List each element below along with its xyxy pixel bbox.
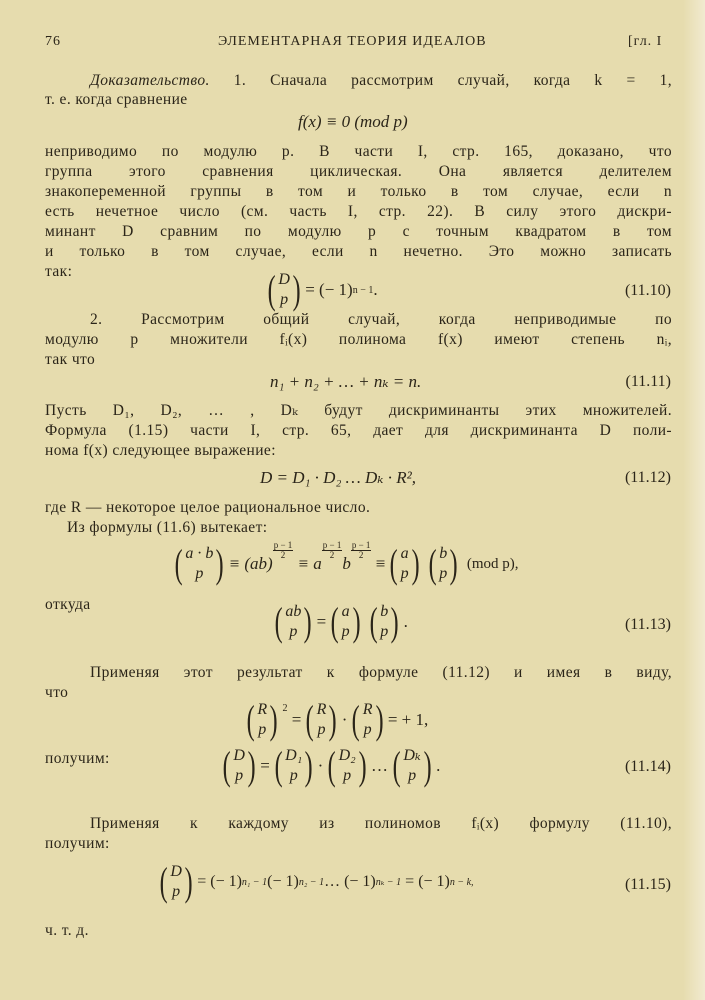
- parenthesis: (: [246, 697, 255, 742]
- text-line: Применяя к каждому из полиномов fᵢ(x) формулу (11.10),: [90, 815, 672, 832]
- equation-number: (11.10): [624, 282, 671, 299]
- math-part: [244, 697, 280, 742]
- math-part: p: [289, 767, 298, 784]
- formula-11-11: [270, 372, 421, 392]
- math-part: D: [170, 863, 182, 880]
- math-part: p − 1: [351, 539, 371, 550]
- text-line: есть нечетное число (см. часть I, стр. 22). В силу этого дискри-: [45, 203, 672, 220]
- math-part: [328, 599, 363, 644]
- math-part: D₁: [285, 747, 303, 764]
- parenthesis: (: [174, 541, 183, 586]
- formula-product: [170, 539, 519, 586]
- page-number: 76: [45, 34, 61, 49]
- parenthesis: (: [392, 743, 401, 788]
- parenthesis: ): [411, 541, 420, 586]
- text-line: получим:: [45, 750, 110, 767]
- math-part: …: [371, 756, 389, 775]
- formula: [298, 112, 408, 132]
- math-part: .: [373, 280, 378, 299]
- math-part: = (− 1): [405, 873, 450, 890]
- text-line: группа этого сравнения циклическая. Она является делителем: [45, 163, 672, 180]
- formula-11-14: [218, 743, 441, 788]
- text: 1. Сначала рассмотрим случай, когда k = 1,: [233, 72, 672, 89]
- formula-11-13: [270, 599, 408, 644]
- equation-number: (11.13): [624, 616, 671, 633]
- math-part: = (− 1): [197, 873, 242, 890]
- parenthesis: (: [428, 541, 437, 586]
- legendre-symbol: [265, 267, 303, 312]
- math-part: ·: [317, 756, 324, 775]
- parenthesis: ): [303, 599, 312, 644]
- text-line: и только в том случае, если n нечетно. Это можно записать: [45, 243, 672, 260]
- parenthesis: ): [329, 697, 338, 742]
- qed-text: ч. т. д.: [45, 922, 89, 939]
- math-part: [157, 859, 195, 904]
- page-edge: [683, 0, 705, 1000]
- text-line: модулю p множители fᵢ(x) полинома f(x) имеют степень nᵢ,: [45, 331, 672, 348]
- parenthesis: (: [267, 267, 276, 312]
- math-part: [233, 746, 245, 786]
- math-part: p: [289, 623, 298, 640]
- math-part: [272, 599, 315, 644]
- text-line: знакопеременной группы в том и только в том случае, если n: [45, 183, 672, 200]
- formula-11-12: [260, 468, 416, 488]
- math-part: ab: [285, 603, 302, 620]
- math-part: [363, 700, 373, 740]
- math-part: [401, 544, 409, 584]
- math-part: .: [403, 612, 408, 631]
- math-part: [426, 541, 461, 586]
- parenthesis: (: [222, 743, 231, 788]
- math-part: a: [400, 545, 409, 562]
- math-part: [351, 541, 372, 560]
- parenthesis: (: [159, 859, 168, 904]
- math-part: p − 1: [322, 539, 342, 550]
- math-part: [285, 746, 302, 786]
- math-part: .: [436, 756, 441, 775]
- math-part: [387, 541, 422, 586]
- formula-11-15: [155, 859, 474, 904]
- parenthesis: (: [330, 599, 339, 644]
- math-part: n − k,: [449, 876, 474, 888]
- math-part: [278, 270, 290, 310]
- parenthesis: ): [390, 599, 399, 644]
- parenthesis: ): [247, 743, 256, 788]
- parenthesis: (: [327, 743, 336, 788]
- math-part: =: [291, 710, 302, 729]
- math-part: 2: [280, 549, 286, 560]
- formula-text: f(x) ≡ 0 (mod p): [298, 112, 408, 131]
- parenthesis: ): [352, 599, 361, 644]
- parenthesis: (: [352, 697, 361, 742]
- parenthesis: ): [292, 267, 301, 312]
- chapter-label: [гл. I: [628, 34, 663, 49]
- math-part: a · b: [185, 545, 214, 562]
- math-part: (mod p),: [466, 555, 519, 572]
- parenthesis: ): [375, 697, 384, 742]
- math-part: n − 1: [352, 284, 374, 296]
- text-line: т. е. когда сравнение: [45, 91, 188, 108]
- math-part: [380, 602, 388, 642]
- math-part: p − 1: [273, 539, 293, 550]
- math-part: p: [341, 623, 350, 640]
- parenthesis: ): [449, 541, 458, 586]
- text-line: Пусть D₁, D₂, … , Dₖ будут дискриминанты этих множителей.: [45, 402, 672, 419]
- math-part: p: [280, 291, 289, 308]
- math-part: 2: [282, 702, 288, 714]
- math-part: [325, 743, 369, 788]
- math-part: ≡ a: [297, 554, 322, 573]
- text-line: 2. Рассмотрим общий случай, когда неприводимые по: [90, 311, 672, 328]
- parenthesis: (: [305, 697, 314, 742]
- math-part: R: [316, 701, 327, 718]
- math-part: =: [316, 612, 327, 631]
- parenthesis: ): [215, 541, 224, 586]
- math-part: [172, 541, 227, 586]
- math-part: nₖ − 1: [375, 876, 402, 888]
- math-part: D: [278, 271, 290, 288]
- text-line: нома f(x) следующее выражение:: [45, 442, 276, 459]
- parenthesis: ): [269, 697, 278, 742]
- math-part: [257, 700, 267, 740]
- text-line: откуда: [45, 596, 91, 613]
- math-part: = + 1,: [387, 710, 429, 729]
- text-line: [90, 72, 672, 90]
- text-line: неприводимо по модулю p. В части I, стр. 165, доказано, что: [45, 143, 672, 160]
- math-part: R: [257, 701, 268, 718]
- parenthesis: ): [358, 743, 367, 788]
- equation-number: (11.11): [625, 373, 671, 390]
- math-part: 2: [358, 549, 364, 560]
- math-part: D₂: [338, 747, 356, 764]
- math-part: [170, 862, 182, 902]
- text-line: где R — некоторое целое рациональное число.: [45, 499, 371, 516]
- parenthesis: (: [389, 541, 398, 586]
- math-part: =: [260, 756, 270, 775]
- math-part: [220, 743, 258, 788]
- math-part: = (− 1): [305, 280, 353, 299]
- math-part: ≡: [375, 554, 386, 573]
- math-part: b: [380, 603, 389, 620]
- text-line: Применяя этот результат к формуле (11.12) и имея в виду,: [90, 664, 672, 681]
- math-part: R: [362, 701, 373, 718]
- math-part: [317, 700, 327, 740]
- math-part: [272, 743, 316, 788]
- math-part: [439, 544, 447, 584]
- proof-heading: Доказательство.: [90, 72, 210, 89]
- math-part: p: [439, 565, 448, 582]
- parenthesis: (: [274, 743, 283, 788]
- math-part: n₁ − 1: [241, 876, 268, 888]
- math-part: p: [343, 767, 352, 784]
- math-part: ·: [341, 710, 348, 729]
- math-part: p: [380, 623, 389, 640]
- math-part: … (− 1): [324, 873, 376, 890]
- math-part: [185, 544, 213, 584]
- math-part: 2: [329, 549, 335, 560]
- text-line: Формула (1.15) части I, стр. 65, дает для дискриминанта D поли-: [45, 422, 672, 439]
- math-part: Dₖ: [403, 747, 421, 764]
- text-line: минант D сравним по модулю p с точным квадратом в том: [45, 223, 672, 240]
- math-part: [403, 746, 420, 786]
- math-part: D = D₁ · D₂ … Dₖ · R²,: [260, 468, 416, 487]
- math-part: p: [363, 721, 372, 738]
- math-part: D: [233, 747, 245, 764]
- math-part: [342, 602, 350, 642]
- equation-number: (11.15): [624, 876, 671, 893]
- running-title: ЭЛЕМЕНТАРНАЯ ТЕОРИЯ ИДЕАЛОВ: [218, 34, 487, 49]
- math-part: ≡ (ab): [228, 554, 273, 573]
- formula-square: [242, 697, 429, 742]
- math-part: b: [342, 554, 351, 573]
- parenthesis: ): [304, 743, 313, 788]
- formula-11-10: [263, 267, 378, 312]
- text-line: получим:: [45, 835, 110, 852]
- math-part: p: [235, 767, 244, 784]
- math-part: (− 1): [267, 873, 299, 890]
- text-line: Из формулы (11.6) вытекает:: [67, 519, 268, 536]
- math-part: a: [341, 603, 350, 620]
- math-part: [303, 697, 339, 742]
- text-line: так:: [45, 263, 73, 280]
- math-part: n₁ + n₂ + … + nₖ = n.: [270, 372, 422, 391]
- equation-number: (11.12): [624, 469, 671, 486]
- math-part: [339, 746, 356, 786]
- math-part: n₂ − 1: [298, 876, 325, 888]
- parenthesis: ): [423, 743, 432, 788]
- math-part: p: [400, 565, 409, 582]
- text-line: так что: [45, 351, 96, 368]
- text-line: что: [45, 684, 69, 701]
- parenthesis: (: [274, 599, 283, 644]
- math-part: [285, 602, 301, 642]
- math-part: [390, 743, 434, 788]
- math-part: p: [317, 721, 326, 738]
- parenthesis: (: [369, 599, 378, 644]
- math-part: [322, 541, 343, 560]
- math-part: b: [439, 545, 448, 562]
- math-part: p: [408, 767, 417, 784]
- math-part: [349, 697, 385, 742]
- equation-number: (11.14): [624, 758, 671, 775]
- math-part: [273, 541, 294, 560]
- math-part: p: [195, 565, 204, 582]
- math-part: p: [258, 721, 267, 738]
- math-part: [367, 599, 402, 644]
- parenthesis: ): [184, 859, 193, 904]
- math-part: p: [172, 883, 181, 900]
